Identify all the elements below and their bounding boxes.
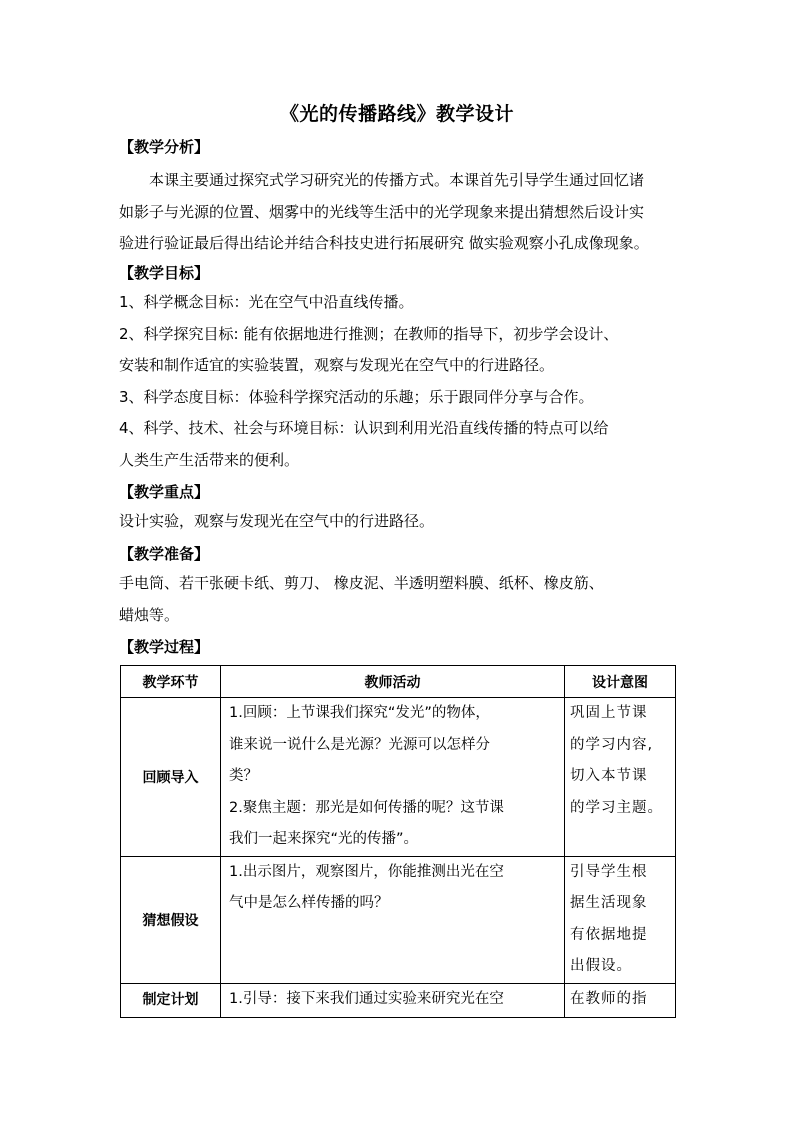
analysis-paragraph — [119, 165, 691, 260]
activity-line: 我们一起来探究“光的传播”。 — [229, 831, 419, 847]
goals-list — [119, 287, 691, 476]
table-header-row — [121, 666, 676, 698]
analysis-line: 本课主要通过探究式学习研究光的传播方式。本课首先引导学生通过回忆诸 — [149, 171, 645, 189]
goal-item: 4、科学、技术、社会与环境目标：认识到利用光沿直线传播的特点可以给 — [119, 419, 609, 437]
table-row — [121, 856, 676, 983]
stage-cell: 制定计划 — [121, 983, 221, 1017]
stage-cell: 回顾导入 — [121, 698, 221, 857]
activity-line: 谁来说一说什么是光源？光源可以怎样分 — [229, 736, 490, 753]
activity-cell — [221, 856, 565, 983]
intent-line: 的学习内容, — [570, 736, 654, 753]
process-heading: 【教学过程】 — [119, 638, 210, 656]
column-header-stage: 教学环节 — [121, 666, 221, 698]
intent-line: 巩固上节课 — [570, 705, 648, 721]
goal-item: 2、科学探究目标: 能有依据地进行推测；在教师的指导下，初步学会设计、 — [119, 324, 619, 343]
activity-line: 1.出示图片，观察图片，你能推测出光在空 — [229, 863, 504, 880]
goal-item: 1、科学概念目标：光在空气中沿直线传播。 — [119, 293, 414, 311]
intent-line: 引导学生根 — [570, 863, 648, 880]
focus-paragraph — [119, 506, 691, 538]
prep-line: 蜡烛等。 — [119, 605, 180, 624]
stage-cell: 猜想假设 — [121, 856, 221, 983]
goals-heading: 【教学目标】 — [119, 264, 210, 282]
analysis-heading: 【教学分析】 — [119, 138, 210, 156]
column-header-intent: 设计意图 — [565, 666, 676, 698]
intent-line: 在教师的指 — [570, 990, 648, 1007]
analysis-line: 如影子与光源的位置、烟雾中的光线等生活中的光学现象来提出猜想然后设计实 — [119, 202, 645, 221]
focus-heading: 【教学重点】 — [119, 483, 210, 501]
table-row — [121, 698, 676, 857]
intent-line: 的学习主题。 — [570, 799, 663, 816]
prep-heading: 【教学准备】 — [119, 545, 210, 563]
activity-cell — [221, 983, 565, 1017]
prep-line: 手电筒、若干张硬卡纸、剪刀、 橡皮泥、半透明塑料膜、纸杯、橡皮筋、 — [119, 574, 604, 592]
activity-cell — [221, 698, 565, 857]
prep-paragraph — [119, 568, 691, 631]
analysis-line: 验进行验证最后得出结论并结合科技史进行拓展研究 做实验观察小孔成像现象。 — [119, 234, 649, 252]
focus-line: 设计实验，观察与发现光在空气中的行进路径。 — [119, 512, 435, 530]
intent-line: 有依据地提 — [570, 926, 648, 943]
intent-line: 据生活现象 — [570, 895, 648, 911]
process-table — [120, 665, 676, 1018]
intent-cell — [565, 856, 676, 983]
table-row — [121, 983, 676, 1017]
activity-line: 2.聚焦主题：那光是如何传播的呢？这节课 — [229, 799, 504, 816]
goal-item: 人类生产生活带来的便利。 — [119, 450, 300, 469]
intent-cell — [565, 983, 676, 1017]
intent-line: 出假设。 — [570, 958, 632, 974]
activity-line: 1.回顾：上节课我们探究“发光”的物体， — [229, 705, 490, 721]
activity-line: 1.引导：接下来我们通过实验来研究光在空 — [229, 990, 504, 1007]
goal-item: 安装和制作适宜的实验装置，观察与发现光在空气中的行进路径。 — [119, 356, 555, 374]
intent-line: 切入本节课 — [570, 768, 648, 784]
activity-line: 类？ — [229, 768, 258, 784]
column-header-activity: 教师活动 — [221, 666, 565, 698]
goal-item: 3、科学态度目标：体验科学探究活动的乐趣；乐于跟同伴分享与合作。 — [119, 387, 594, 406]
intent-cell — [565, 698, 676, 857]
activity-line: 气中是怎么样传播的吗？ — [229, 895, 389, 911]
document-title: 《光的传播路线》教学设计 — [279, 103, 514, 125]
